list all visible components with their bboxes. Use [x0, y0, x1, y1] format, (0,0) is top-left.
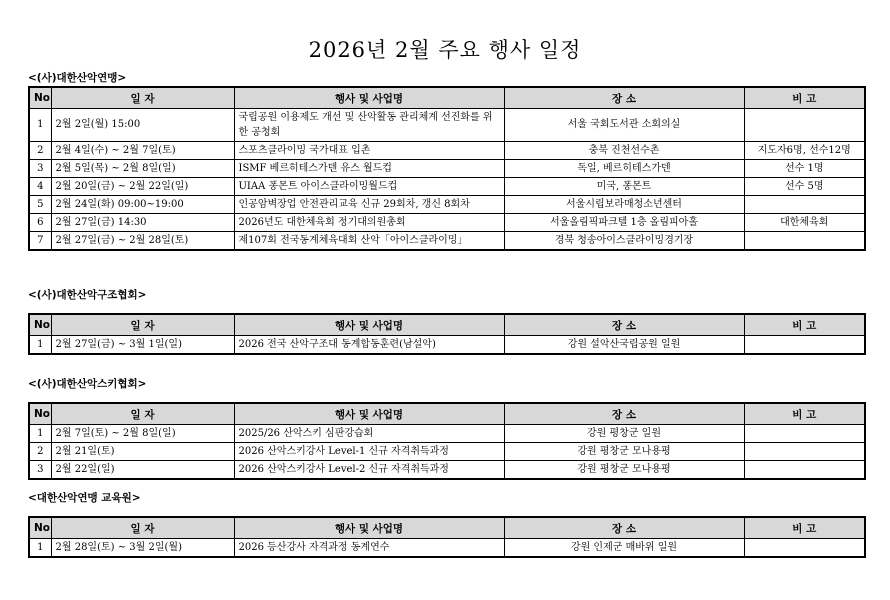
row-place: 서울올림픽파크텔 1층 올림피아홀 — [504, 214, 744, 232]
header-no: No — [29, 314, 51, 336]
row-place: 강원 평창군 일원 — [504, 425, 744, 443]
row-place: 충북 진천선수촌 — [504, 142, 744, 160]
table-row — [29, 196, 865, 214]
header-place: 장 소 — [504, 403, 744, 425]
table-row — [29, 142, 865, 160]
row-note — [744, 336, 865, 355]
section-title: <(사)대한산악스키협회> — [28, 378, 147, 390]
section-title: <(사)대한산악구조협회> — [28, 289, 147, 301]
table-row — [29, 109, 865, 142]
row-note — [744, 443, 865, 461]
row-no: 6 — [29, 214, 51, 232]
row-place: 서울 국회도서관 소회의실 — [504, 109, 744, 142]
section-federation — [28, 70, 864, 251]
row-no: 5 — [29, 196, 51, 214]
row-date: 2월 2일(월) 15:00 — [51, 109, 234, 142]
row-event: ISMF 베르히테스가덴 유스 월드컵 — [234, 160, 504, 178]
table-header-row — [29, 517, 865, 539]
row-event: 인공암벽장업 안전관리교육 신규 29회차, 갱신 8회차 — [234, 196, 504, 214]
row-note: 지도자6명, 선수12명 — [744, 142, 865, 160]
header-place: 장 소 — [504, 517, 744, 539]
row-date: 2월 20일(금) ~ 2월 22일(일) — [51, 178, 234, 196]
row-event: 제107회 전국동계체육대회 산악「아이스클라이밍」 — [234, 232, 504, 251]
header-place: 장 소 — [504, 314, 744, 336]
row-no: 2 — [29, 142, 51, 160]
row-no: 1 — [29, 425, 51, 443]
table-row — [29, 425, 865, 443]
table-row — [29, 160, 865, 178]
row-place: 강원 인제군 매바위 일원 — [504, 539, 744, 558]
row-event: 2026년도 대한체육회 정기대의원총회 — [234, 214, 504, 232]
row-date: 2월 22일(일) — [51, 461, 234, 480]
header-event: 행사 및 사업명 — [234, 314, 504, 336]
row-no: 3 — [29, 461, 51, 480]
row-note: 대한체육회 — [744, 214, 865, 232]
row-date: 2월 27일(금) ~ 2월 28일(토) — [51, 232, 234, 251]
row-note: 선수 1명 — [744, 160, 865, 178]
table-row — [29, 443, 865, 461]
row-no: 1 — [29, 336, 51, 355]
row-note — [744, 539, 865, 558]
header-date: 일 자 — [51, 87, 234, 109]
schedule-table — [28, 516, 866, 558]
header-note: 비 고 — [744, 517, 865, 539]
row-no: 7 — [29, 232, 51, 251]
section-rescue — [28, 287, 864, 355]
row-date: 2월 27일(금) ~ 3월 1일(일) — [51, 336, 234, 355]
page-title: 2026년 2월 주요 행사 일정 — [308, 38, 582, 62]
header-place: 장 소 — [504, 87, 744, 109]
row-no: 2 — [29, 443, 51, 461]
row-date: 2월 24일(화) 09:00~19:00 — [51, 196, 234, 214]
header-event: 행사 및 사업명 — [234, 87, 504, 109]
row-event: 2026 산악스키강사 Level-1 신규 자격취득과정 — [234, 443, 504, 461]
table-header-row — [29, 314, 865, 336]
row-no: 4 — [29, 178, 51, 196]
header-date: 일 자 — [51, 517, 234, 539]
row-note — [744, 425, 865, 443]
header-note: 비 고 — [744, 403, 865, 425]
row-date: 2월 4일(수) ~ 2월 7일(토) — [51, 142, 234, 160]
row-date: 2월 7일(토) ~ 2월 8일(일) — [51, 425, 234, 443]
row-place: 서울시립보라매청소년센터 — [504, 196, 744, 214]
row-event: 2025/26 산악스키 심판강습회 — [234, 425, 504, 443]
row-event: 스포츠클라이밍 국가대표 입촌 — [234, 142, 504, 160]
header-note: 비 고 — [744, 314, 865, 336]
section-education — [28, 490, 864, 558]
row-place: 독일, 베르히테스가덴 — [504, 160, 744, 178]
row-place: 강원 평창군 모나용평 — [504, 443, 744, 461]
schedule-table — [28, 402, 866, 480]
row-note — [744, 196, 865, 214]
header-event: 행사 및 사업명 — [234, 517, 504, 539]
row-place: 미국, 퐁몬트 — [504, 178, 744, 196]
section-title: <(사)대한산악연맹> — [28, 72, 127, 84]
section-ski — [28, 376, 864, 480]
header-no: No — [29, 87, 51, 109]
section-title: <대한산악연맹 교육원> — [28, 492, 141, 504]
table-row — [29, 178, 865, 196]
row-event: 2026 등산강사 자격과정 동계연수 — [234, 539, 504, 558]
row-note — [744, 461, 865, 480]
header-note: 비 고 — [744, 87, 865, 109]
header-date: 일 자 — [51, 314, 234, 336]
row-date: 2월 5일(목) ~ 2월 8일(일) — [51, 160, 234, 178]
table-row — [29, 539, 865, 558]
table-header-row — [29, 403, 865, 425]
row-note — [744, 109, 865, 142]
row-place: 경북 청송아이스클라이밍경기장 — [504, 232, 744, 251]
row-note — [744, 232, 865, 251]
row-date: 2월 28일(토) ~ 3월 2일(월) — [51, 539, 234, 558]
header-event: 행사 및 사업명 — [234, 403, 504, 425]
table-header-row — [29, 87, 865, 109]
header-date: 일 자 — [51, 403, 234, 425]
row-event: 2026 산악스키강사 Level-2 신규 자격취득과정 — [234, 461, 504, 480]
row-no: 3 — [29, 160, 51, 178]
row-event: 2026 전국 산악구조대 동계합동훈련(남설악) — [234, 336, 504, 355]
schedule-table — [28, 86, 866, 251]
row-note: 선수 5명 — [744, 178, 865, 196]
table-row — [29, 461, 865, 480]
schedule-table — [28, 313, 866, 355]
row-no: 1 — [29, 109, 51, 142]
header-no: No — [29, 403, 51, 425]
row-event: 국립공원 이용제도 개선 및 산악활동 관리체계 선진화를 위한 공청회 — [234, 109, 504, 142]
row-no: 1 — [29, 539, 51, 558]
row-date: 2월 27일(금) 14:30 — [51, 214, 234, 232]
row-place: 강원 설악산국립공원 일원 — [504, 336, 744, 355]
table-row — [29, 232, 865, 251]
row-event: UIAA 퐁몬트 아이스클라이밍월드컵 — [234, 178, 504, 196]
table-row — [29, 214, 865, 232]
row-date: 2월 21일(토) — [51, 443, 234, 461]
header-no: No — [29, 517, 51, 539]
row-place: 강원 평창군 모나용평 — [504, 461, 744, 480]
table-row — [29, 336, 865, 355]
